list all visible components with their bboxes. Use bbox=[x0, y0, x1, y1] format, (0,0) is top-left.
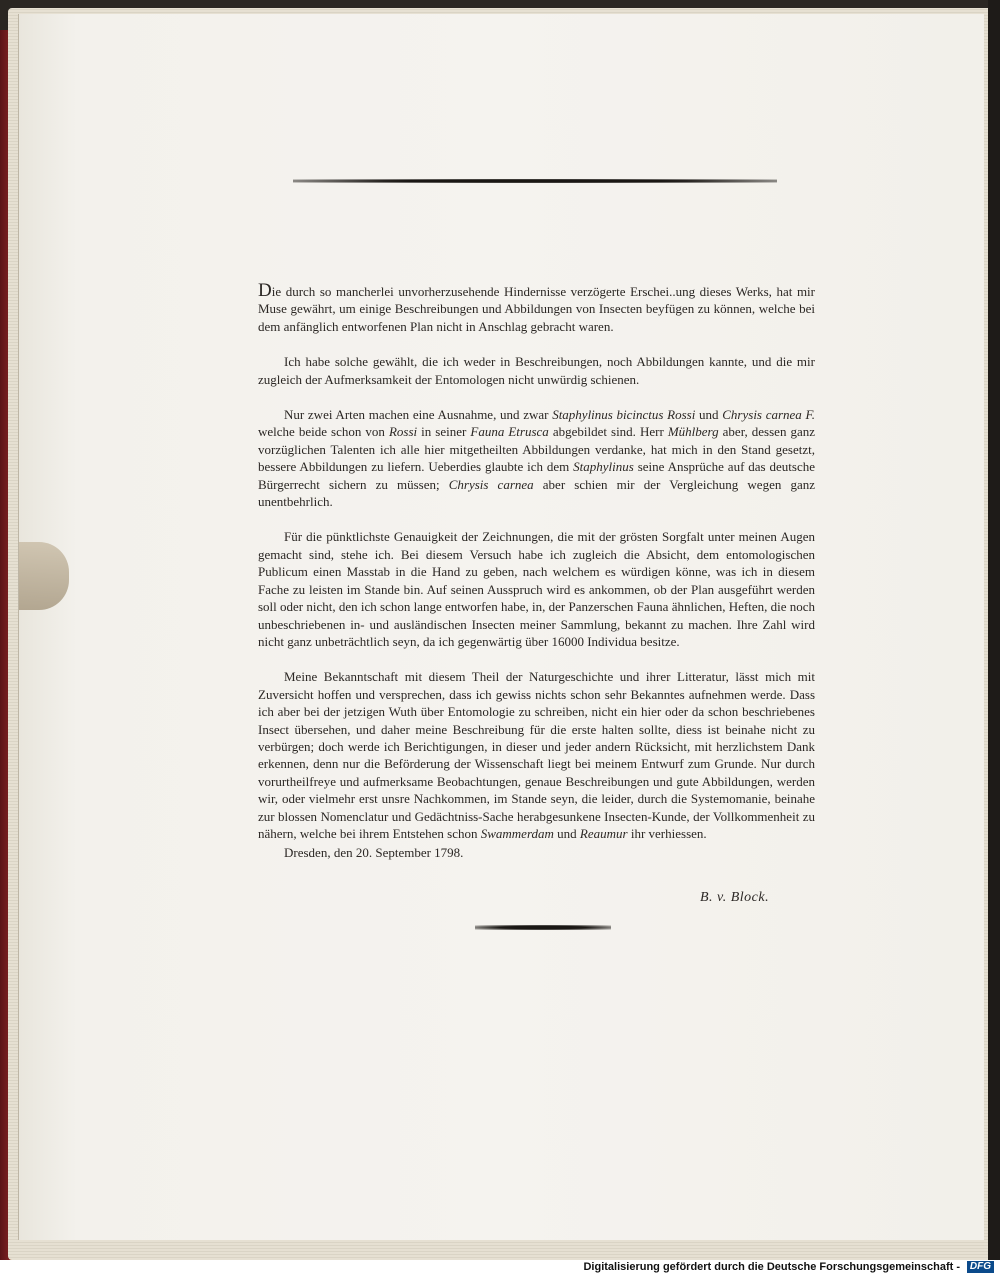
italic-name: Chrysis carnea bbox=[448, 476, 534, 492]
text-run: welche beide schon von bbox=[258, 424, 389, 440]
italic-name: Reaumur bbox=[579, 825, 628, 841]
text-run: in seiner bbox=[417, 424, 471, 440]
italic-name: Chrysis carnea F. bbox=[722, 407, 816, 423]
paragraph bbox=[258, 668, 815, 842]
text-run: seine Ansprüche auf das deutsche Bürgerrecht sichern zu müssen; bbox=[258, 459, 815, 492]
text-run: ihr verhiessen. bbox=[627, 825, 707, 841]
digitization-footer bbox=[0, 1260, 1000, 1275]
italic-name: Rossi bbox=[388, 424, 418, 440]
paragraph bbox=[258, 406, 815, 510]
footer-credit: Digitalisierung gefördert durch die Deutsche Forschungsgemeinschaft - bbox=[583, 1261, 960, 1273]
text-run: ie durch so mancherlei unvorherzusehende Hindernisse verzögerte Erschei..ung dieses Werks, hat mir Muse gewährt, um einige Beschreibungen und Abbildungen von Insecten beyfügen zu können, welche bei dem anfänglich entworfenen Plan nicht in Anschlag gebracht waren. bbox=[258, 284, 815, 334]
text-run: Meine Bekanntschaft mit diesem Theil der Naturgeschichte und ihrer Litteratur, lässt mich mit Zuversicht hoffen und versprechen, dass ich gewiss nichts schon sehr Bekanntes aufnehmen werde. Dass ich aber bei der jetzigen Wuth über Entomologie zu schreiben, nicht ein hier oder da schon beschriebenes Insect übersehen, und daher meine Beschreibung für die erste halten sollte, diess ist beinahe nicht zu verbürgen; doch werde ich Berichtigungen, in dieser und jeder andern Rücksicht, mit herzlichstem Dank erkennen, denn nur die Beförderung der Wissenschaft liegt bei meinem Entwurf zum Grunde. Nur durch vorurtheilfreye und aufmerksame Beobachtungen, genaue Beschreibungen und gute Abbildungen, werden wir, oder vielmehr erst unsre Nachkommen, im Stande seyn, die leider, durch die Systemomanie, beinahe zur blossen Nomenclatur und Gedächtniss-Sache herabgesunkene Insecten-Kunde, der Vollkommenheit zu nähern, welche bei ihrem Entstehen schon bbox=[258, 669, 815, 841]
text-run: Ich habe solche gewählt, die ich weder in Beschreibungen, noch Abbildungen kannte, und die mir zugleich der Aufmerksamkeit der Entomologen nicht unwürdig schienen. bbox=[258, 354, 815, 387]
ornamental-rule-top bbox=[293, 179, 777, 183]
text-run: aber, dessen ganz vorzüglichen Talenten ich alle hier mitgetheilten Abbildungen verdanke, hat mich in den Stand gesetzt, bessere Abbildungen zu liefern. Ueberdies glaubte ich dem bbox=[258, 424, 816, 475]
paragraph bbox=[258, 280, 815, 335]
paragraph bbox=[258, 528, 815, 650]
preface-text bbox=[258, 280, 816, 862]
page-clip bbox=[19, 542, 69, 610]
ornamental-rule-bottom bbox=[475, 925, 611, 930]
dateline: Dresden, den 20. September 1798. bbox=[284, 845, 464, 861]
italic-name: Staphylinus bbox=[573, 459, 634, 475]
italic-name: Mühlberg bbox=[667, 424, 719, 440]
dfg-logo-icon: DFG bbox=[967, 1261, 994, 1273]
paragraph bbox=[258, 353, 815, 388]
scan-right-margin bbox=[988, 0, 1000, 1260]
italic-name: Fauna Etrusca bbox=[470, 424, 549, 440]
initial-letter: D bbox=[258, 280, 272, 301]
author-signature: B. v. Block. bbox=[700, 890, 770, 905]
text-run: Für die pünktlichste Genauigkeit der Zeichnungen, die mit der grösten Sorgfalt unter meinen Augen gemacht sind, stehe ich. Bei diesem Versuch habe ich zugleich die Absicht, dem entomologischen Publicum einen Masstab in die Hand zu geben, nach welchem es würdigen könne, was ich in diesem Fache zu leisten im Stande bin. Auf seinen Ausspruch wird es ankommen, ob der Plan ausgeführt werden soll oder nicht, den ich schon lange entworfen habe, in, der Panzerschen Fauna ähnlichen, Heften, die noch unbeschriebenen in- und ausländischen Insecten meiner Sammlung, bekannt zu machen. Ihre Zahl wird nicht ganz unbeträchtlich seyn, da ich gegenwärtig über 16000 Individua besitze. bbox=[258, 529, 816, 649]
text-run: aber schien mir der Vergleichung wegen ganz unentbehrlich. bbox=[258, 476, 815, 510]
text-run: und bbox=[695, 407, 723, 423]
text-run: abgebildet sind. Herr bbox=[548, 424, 668, 440]
text-run: und bbox=[553, 825, 580, 841]
italic-name: Swammerdam bbox=[480, 825, 554, 841]
italic-name: Staphylinus bicinctus Rossi bbox=[552, 407, 696, 423]
text-run: Nur zwei Arten machen eine Ausnahme, und zwar bbox=[284, 407, 553, 423]
